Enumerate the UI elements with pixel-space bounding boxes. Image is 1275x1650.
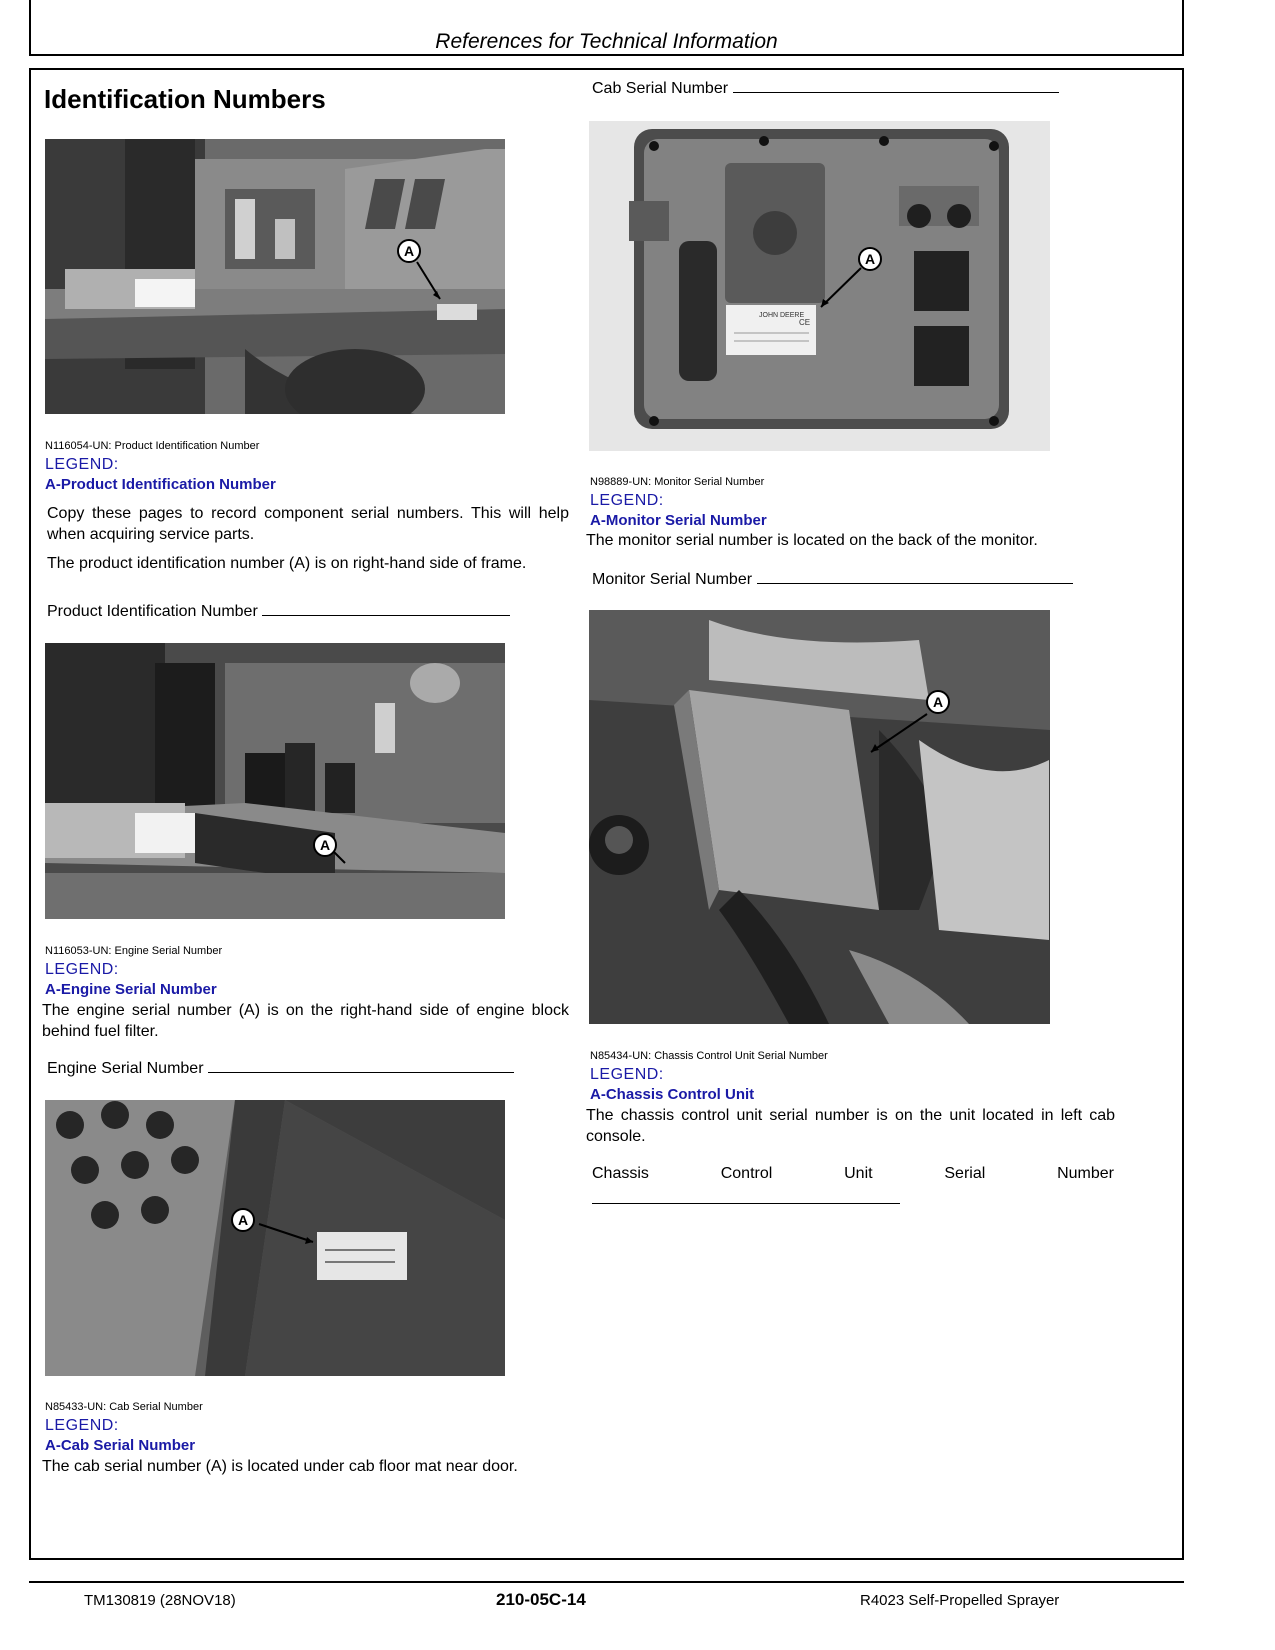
footer-product-name: R4023 Self-Propelled Sprayer <box>860 1592 1060 1609</box>
monitor-label-ce: CE <box>799 318 811 327</box>
fig3-legend-label: LEGEND: <box>45 1417 119 1434</box>
ccu-entry-line[interactable] <box>592 1203 900 1204</box>
ccu-field-word: Unit <box>844 1165 873 1182</box>
monitor-label-brand: JOHN DEERE <box>759 312 805 319</box>
cab-field <box>592 80 1059 98</box>
callout-a: A <box>864 251 876 267</box>
ccu-field-word: Number <box>1057 1165 1114 1182</box>
engine-entry-line[interactable] <box>208 1072 514 1073</box>
pin-entry-line[interactable] <box>262 615 510 616</box>
footer-doc-id: TM130819 (28NOV18) <box>84 1592 236 1609</box>
ccu-paragraph: The chassis control unit serial number is on the unit located in left cab console. <box>586 1107 1115 1145</box>
fig2-legend-item: A-Engine Serial Number <box>45 981 217 998</box>
ccu-field <box>592 1165 1114 1183</box>
engine-field <box>47 1060 514 1078</box>
monitor-field-label: Monitor Serial Number <box>592 571 753 588</box>
pin-field <box>47 603 510 621</box>
callout-a: A <box>237 1212 249 1228</box>
fig3-legend-item: A-Cab Serial Number <box>45 1437 196 1454</box>
product-id-photo <box>45 139 505 414</box>
fig4-legend-item: A-Monitor Serial Number <box>590 512 767 529</box>
callout-a: A <box>932 694 944 710</box>
ccu-field-word: Control <box>720 1165 773 1182</box>
fig5-legend-item: A-Chassis Control Unit <box>590 1086 755 1103</box>
fig4-legend-label: LEGEND: <box>590 492 664 509</box>
cab-paragraph: The cab serial number (A) is located under cab floor mat near door. <box>42 1458 518 1475</box>
section-title: Identification Numbers <box>44 84 326 114</box>
cab-field-label: Cab Serial Number <box>592 80 729 97</box>
fig2-caption: N116053-UN: Engine Serial Number <box>45 945 223 957</box>
monitor-paragraph: The monitor serial number is located on the back of the monitor. <box>586 532 1038 549</box>
fig3-caption: N85433-UN: Cab Serial Number <box>45 1401 203 1413</box>
fig1-caption: N116054-UN: Product Identification Number <box>45 440 260 452</box>
fig4-caption: N98889-UN: Monitor Serial Number <box>590 476 765 488</box>
ccu-field-word: Serial <box>944 1165 986 1182</box>
fig5-legend-label: LEGEND: <box>590 1066 664 1083</box>
intro-paragraph: Copy these pages to record component serial numbers. This will help when acquiring service parts. <box>47 505 569 543</box>
pin-field-label: Product Identification Number <box>47 603 258 620</box>
pin-paragraph: The product identification number (A) is on right-hand side of frame. <box>47 555 527 572</box>
footer-page-number: 210-05C-14 <box>496 1590 586 1609</box>
chassis-control-unit-photo <box>589 610 1050 1024</box>
fig1-legend-label: LEGEND: <box>45 456 119 473</box>
ccu-field-word: Chassis <box>592 1165 649 1182</box>
page-header-title: References for Technical Information <box>435 30 778 53</box>
engine-serial-photo <box>45 643 505 919</box>
engine-paragraph: The engine serial number (A) is on the right-hand side of engine block behind fuel filter. <box>42 1002 569 1040</box>
cab-entry-line[interactable] <box>733 92 1059 93</box>
fig1-legend-item: A-Product Identification Number <box>45 476 276 493</box>
callout-a: A <box>319 837 331 853</box>
monitor-field <box>592 571 1073 589</box>
cab-serial-photo <box>45 1100 505 1376</box>
monitor-serial-photo <box>589 121 1050 451</box>
callout-a: A <box>403 243 415 259</box>
engine-field-label: Engine Serial Number <box>47 1060 204 1077</box>
footer-rule <box>29 1581 1184 1583</box>
fig2-legend-label: LEGEND: <box>45 961 119 978</box>
monitor-entry-line[interactable] <box>757 583 1073 584</box>
fig5-caption: N85434-UN: Chassis Control Unit Serial Number <box>590 1050 828 1062</box>
